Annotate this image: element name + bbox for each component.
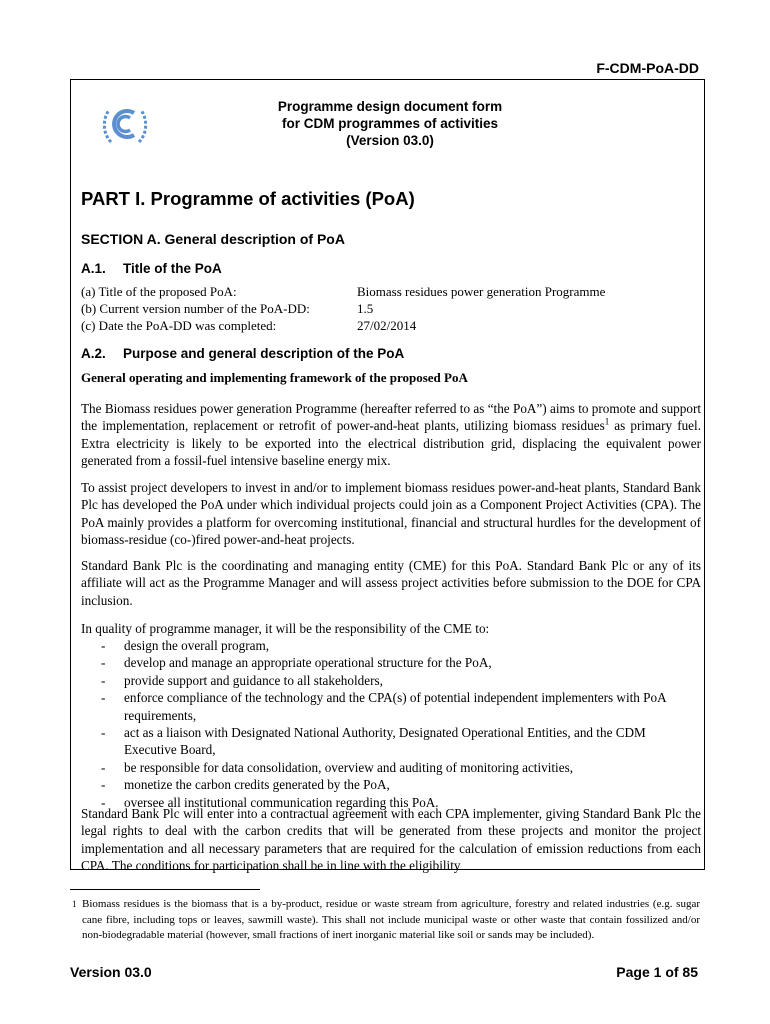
poa-title-value: Biomass residues power generation Programme	[357, 284, 606, 299]
list-item-text: act as a liaison with Designated National Authority, Designated Operational Entities, and the CDM Executive Board,	[124, 725, 646, 758]
footer-version: Version 03.0	[70, 964, 152, 980]
footnote-number: 1	[72, 899, 77, 909]
poa-title-label: (a) Title of the proposed PoA:	[81, 284, 237, 299]
list-item-text: develop and manage an appropriate operational structure for the PoA,	[124, 655, 492, 671]
a2-title: Purpose and general description of the PoA	[123, 346, 405, 361]
poa-title-row	[81, 283, 605, 300]
list-dash: -	[101, 777, 106, 793]
paragraph-responsibilities: In quality of programme manager, it will be the responsibility of the CME to:	[81, 621, 490, 636]
list-dash: -	[101, 638, 106, 653]
footnote	[70, 897, 700, 944]
poa-date-label: (c) Date the PoA-DD was completed:	[81, 318, 277, 333]
list-item-text: provide support and guidance to all stakeholders,	[124, 672, 383, 688]
list-item	[81, 724, 701, 759]
unfccc-logo-icon	[99, 98, 151, 150]
list-item-text: enforce compliance of the technology and the CPA(s) of potential independent implementers with PoA requirements,	[124, 690, 666, 723]
list-item	[81, 759, 701, 776]
section-title: SECTION A. General description of PoA	[81, 231, 345, 247]
list-dash: -	[101, 759, 106, 775]
footer-page-number: Page 1 of 85	[616, 964, 698, 980]
list-dash: -	[101, 690, 106, 706]
form-title-line1: Programme design document form	[277, 99, 503, 114]
list-dash: -	[101, 794, 106, 810]
a2-number: A.2.	[81, 346, 106, 361]
framework-heading: General operating and implementing framework of the proposed PoA	[81, 370, 468, 385]
list-item	[81, 672, 701, 689]
list-item	[81, 637, 701, 654]
list-item-text: monetize the carbon credits generated by the PoA,	[124, 777, 390, 793]
poa-version-label: (b) Current version number of the PoA-DD:	[81, 301, 310, 316]
poa-version-row	[81, 300, 373, 317]
a1-number: A.1.	[81, 261, 106, 276]
paragraph-contract: Standard Bank Plc will enter into a contractual agreement with each CPA implementer, giving Standard Bank Plc the legal rights to deal with the carbon credits that will be generated from these projects and monitor the project implementation and all necessary parameters that are required for the calculation of emission reductions from each CPA. The conditions for participation shall be in line with the eligibility	[81, 806, 701, 874]
list-item	[81, 776, 701, 793]
list-item-text: oversee all institutional communication regarding this PoA.	[124, 794, 439, 810]
a1-title: Title of the PoA	[123, 261, 222, 276]
poa-date-value: 27/02/2014	[357, 318, 417, 333]
list-item	[81, 654, 701, 671]
footnote-ref[interactable]: 1	[604, 417, 610, 428]
list-dash: -	[101, 672, 106, 688]
part-title: PART I. Programme of activities (PoA)	[81, 188, 415, 209]
poa-date-row	[81, 317, 416, 334]
paragraph-intro-text-cont: as primary fuel. Extra electricity is likely to be exported into the electrical distribution grid, displacing the equivalent power generated from a fossil-fuel intensive baseline energy mix.	[81, 418, 702, 469]
poa-version-value: 1.5	[357, 301, 374, 316]
list-dash: -	[101, 725, 106, 741]
a1-heading	[81, 261, 222, 276]
form-version: (Version 03.0)	[346, 133, 434, 148]
list-item	[81, 689, 701, 724]
paragraph-developers: To assist project developers to invest in and/or to implement biomass residues power-and-heat plants, Standard Bank Plc has developed the PoA under which individual projects could join as a Component Project Activities (CPA). The PoA mainly provides a platform for overcoming institutional, financial and structural hurdles for the development of biomass-residue (co-)fired power-and-heat projects.	[81, 480, 701, 548]
form-code: F-CDM-PoA-DD	[596, 60, 699, 76]
form-title	[230, 98, 550, 149]
list-item-text: design the overall program,	[124, 638, 270, 653]
responsibilities-list	[81, 637, 701, 811]
footnote-text: Biomass residues is the biomass that is a by-product, residue or waste stream from agriculture, forestry and related industries (e.g. sugar cane fibre, including tops or leaves, sawmill waste). This shall not include municipal waste or other waste that contain fossilized and/or non-biodegradable material (however, small fractions of inert inorganic material like soil or sands may be included).	[82, 898, 700, 941]
paragraph-intro	[81, 400, 701, 470]
paragraph-intro-text: The Biomass residues power generation Programme (hereafter referred to as “the PoA”) aims to promote and support the implementation, replacement or retrofit of power-and-heat plants, utilizing biomass residues	[81, 401, 701, 434]
paragraph-cme: Standard Bank Plc is the coordinating and managing entity (CME) for this PoA. Standard Bank Plc or any of its affiliate will act as the Programme Manager and will assess project activities before submission to the DOE for CPA inclusion.	[81, 558, 701, 608]
list-item-text: be responsible for data consolidation, overview and auditing of monitoring activities,	[124, 759, 573, 775]
form-title-line2: for CDM programmes of activities	[281, 116, 499, 131]
list-dash: -	[101, 655, 106, 671]
a2-heading	[81, 346, 404, 361]
footnote-divider	[70, 889, 260, 890]
